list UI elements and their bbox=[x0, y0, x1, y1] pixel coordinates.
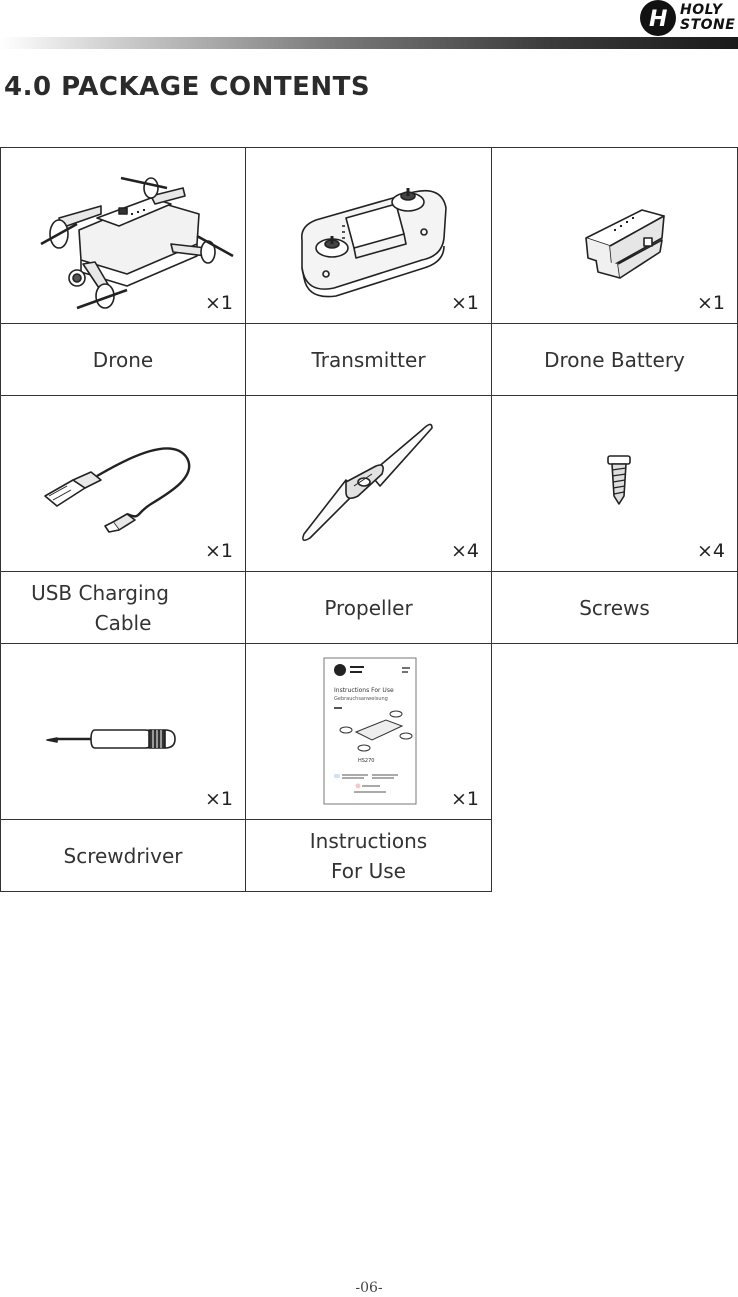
manual-image-cell bbox=[245, 643, 492, 820]
screw-image-cell bbox=[491, 395, 738, 572]
section-title: 4.0 PACKAGE CONTENTS bbox=[4, 72, 371, 102]
propeller-label-cell bbox=[245, 571, 492, 644]
transmitter-label-cell bbox=[245, 323, 492, 396]
manual-cover-title: Instructions For Use bbox=[334, 687, 394, 694]
propeller-quantity: ×4 bbox=[450, 540, 479, 562]
manual-label-line-1: Instructions bbox=[309, 828, 428, 853]
battery-label-cell bbox=[491, 323, 738, 396]
drone-quantity: ×1 bbox=[204, 292, 233, 314]
screwdriver-image-cell bbox=[0, 643, 246, 820]
transmitter-image-cell bbox=[245, 147, 492, 324]
drone-image-cell bbox=[0, 147, 246, 324]
transmitter-label: Transmitter bbox=[311, 347, 426, 372]
screw-label-cell bbox=[491, 571, 738, 644]
usb-cable-image-cell bbox=[0, 395, 246, 572]
screw-quantity: ×4 bbox=[696, 540, 725, 562]
propeller-image-cell bbox=[245, 395, 492, 572]
usb-cable-label-line-2: Cable bbox=[94, 610, 152, 635]
page-number: -06- bbox=[355, 1280, 383, 1296]
manual-cover-subtitle: Gebrauchsanweisung bbox=[334, 696, 388, 702]
battery-label: Drone Battery bbox=[544, 347, 685, 372]
brand-mark-icon bbox=[640, 0, 676, 36]
manual-label-line-2: For Use bbox=[331, 858, 406, 883]
manual-label-cell bbox=[245, 819, 492, 892]
screw-label: Screws bbox=[579, 595, 650, 620]
battery-quantity: ×1 bbox=[696, 292, 725, 314]
svg-text:H: H bbox=[649, 7, 668, 31]
transmitter-quantity: ×1 bbox=[450, 292, 479, 314]
usb-cable-quantity: ×1 bbox=[204, 540, 233, 562]
brand-wordmark bbox=[680, 3, 735, 33]
holy-stone-logo bbox=[640, 0, 738, 36]
battery-image-cell bbox=[491, 147, 738, 324]
propeller-label: Propeller bbox=[324, 595, 413, 620]
usb-cable-label-cell bbox=[0, 571, 246, 644]
usb-cable-label-line-1: USB Charging bbox=[31, 580, 169, 605]
drone-label-cell bbox=[0, 323, 246, 396]
header-gradient-bar bbox=[0, 37, 738, 49]
screwdriver-label-cell bbox=[0, 819, 246, 892]
screwdriver-quantity: ×1 bbox=[204, 788, 233, 810]
manual-quantity: ×1 bbox=[450, 788, 479, 810]
brand-line-1: HOLY bbox=[680, 2, 723, 18]
screwdriver-label: Screwdriver bbox=[63, 843, 183, 868]
drone-label: Drone bbox=[92, 347, 154, 372]
brand-line-2: STONE bbox=[680, 17, 736, 33]
manual-cover-model: HS270 bbox=[358, 758, 375, 764]
